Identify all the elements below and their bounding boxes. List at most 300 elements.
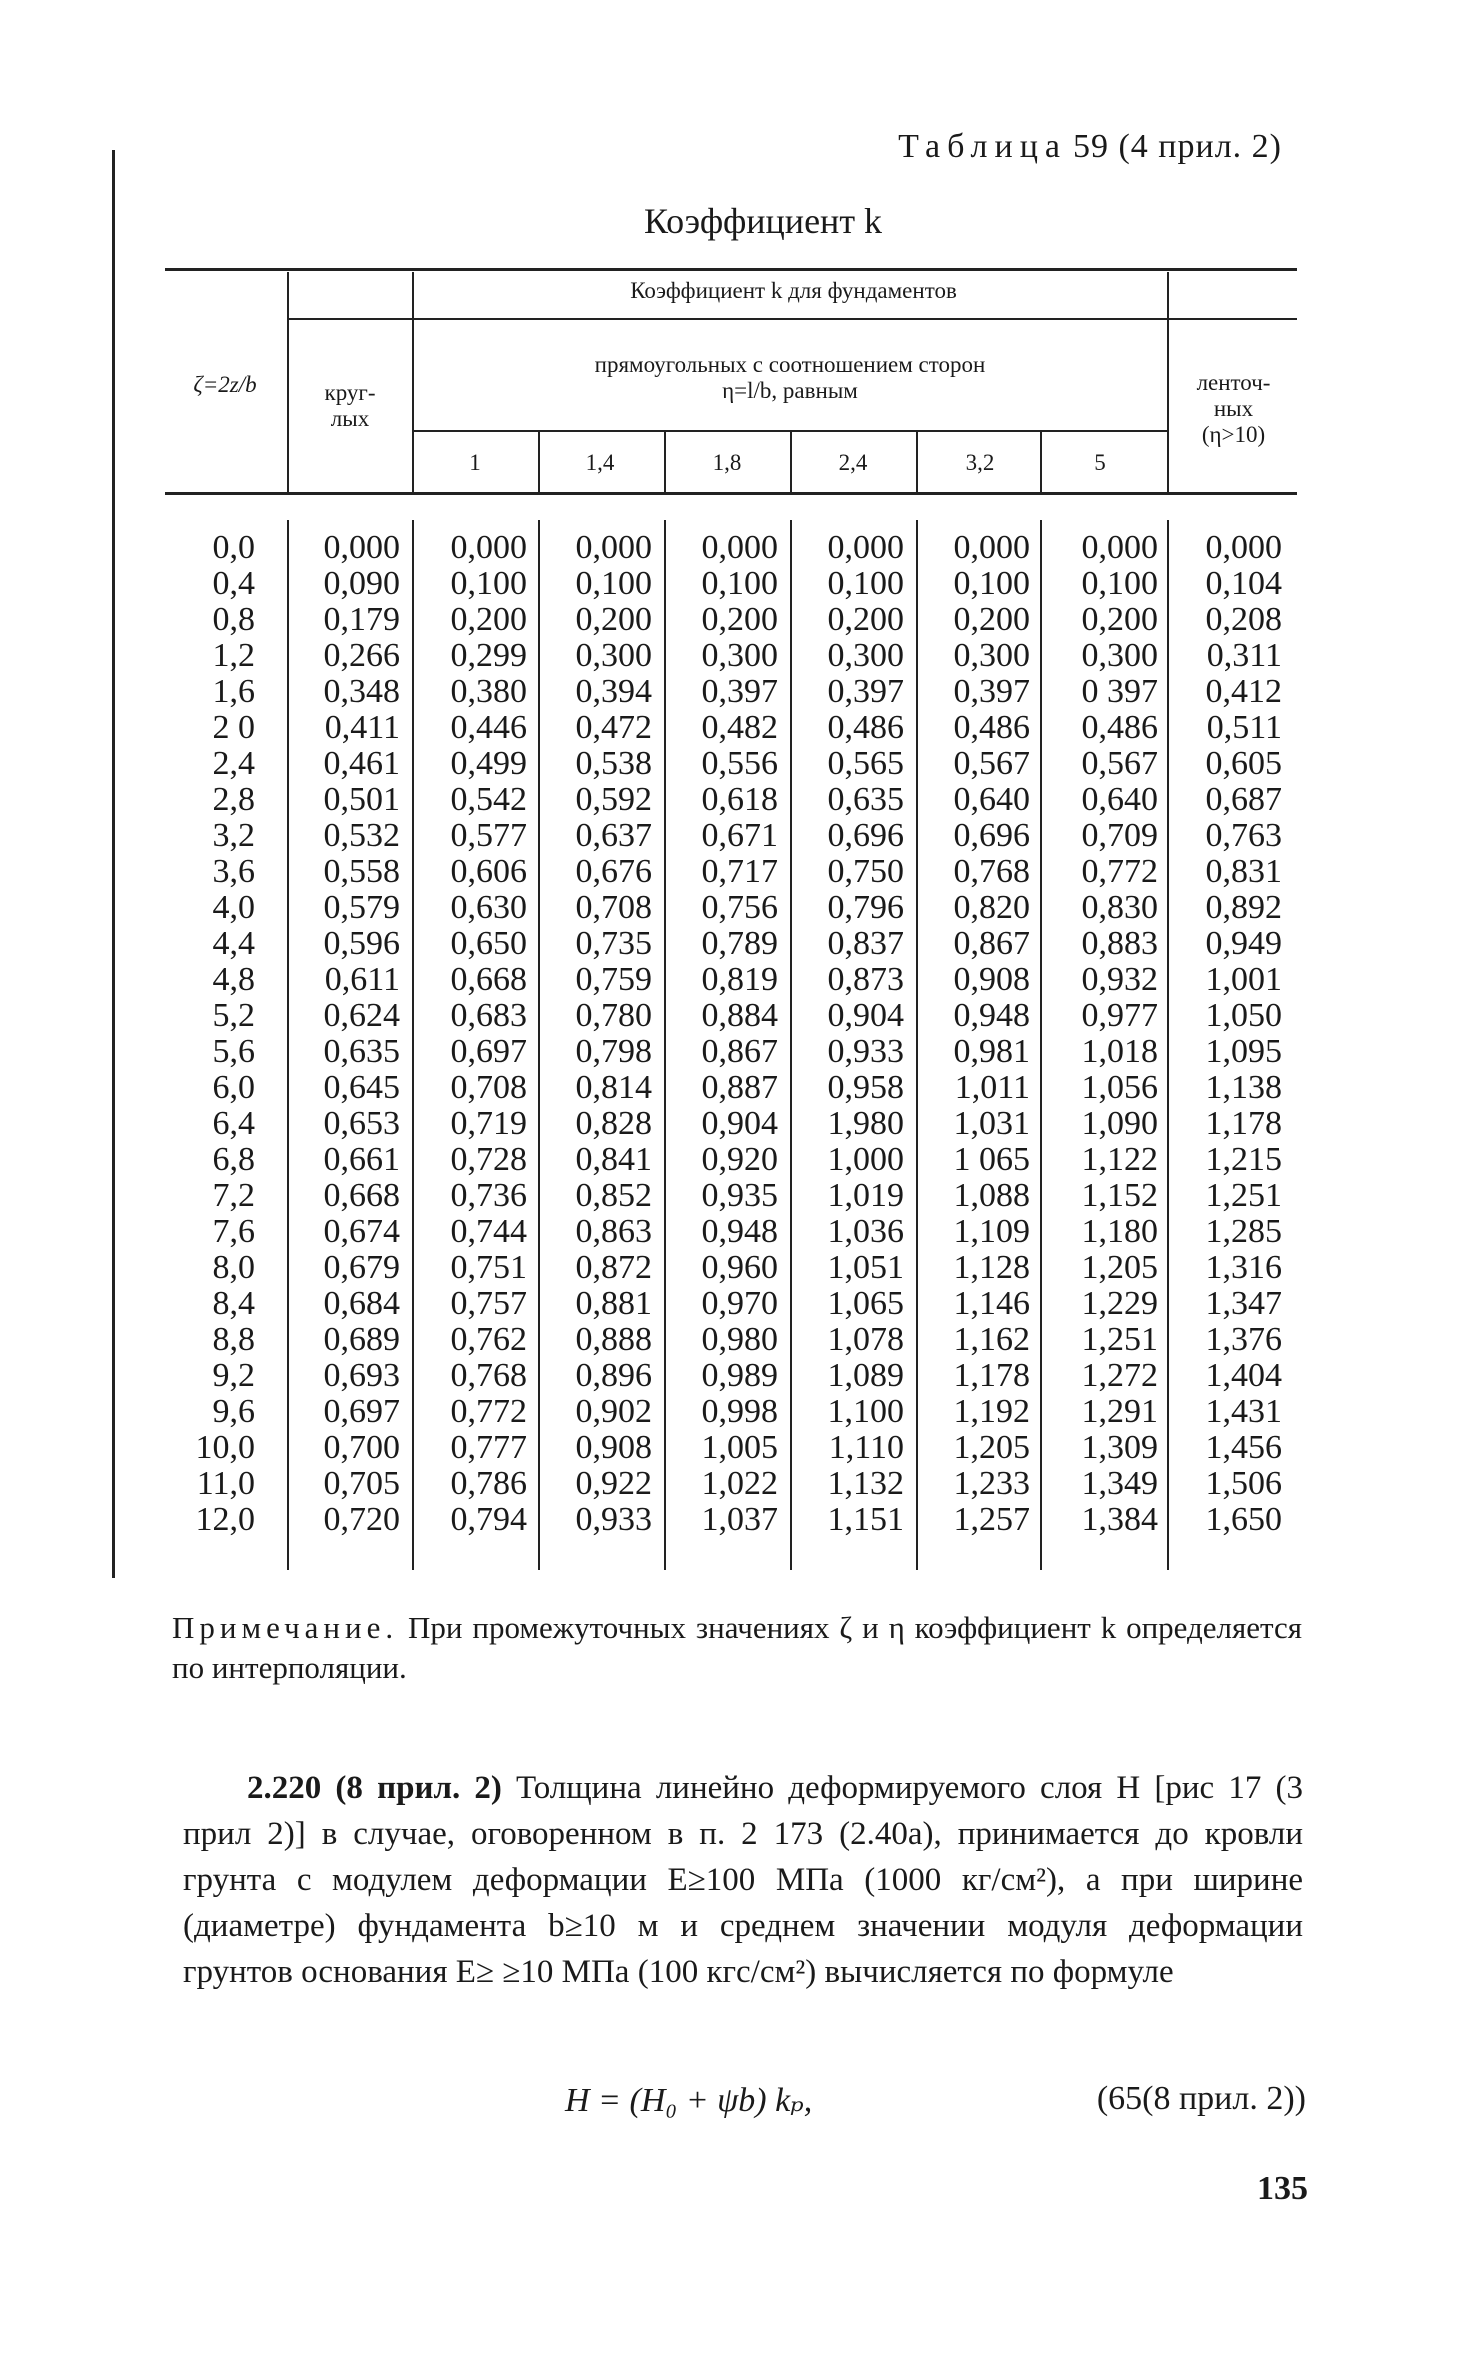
table-cell: 0,000 (575, 529, 652, 566)
table-cell: 0,777 (450, 1429, 527, 1466)
ratio-header: 1 (469, 450, 481, 475)
table-cell: 0,798 (575, 1033, 652, 1070)
table-cell: 0,446 (450, 709, 527, 746)
table-cell: 0,412 (1205, 673, 1282, 710)
round-header: круг- лых (324, 380, 376, 431)
table-cell: 6,4 (212, 1105, 255, 1142)
table-cell: 0,841 (575, 1141, 652, 1178)
value-column (451, 530, 528, 1538)
table-cell: 1,018 (1081, 1033, 1158, 1070)
table-cell: 0,883 (1081, 925, 1158, 962)
table-cell: 1,2 (212, 637, 255, 674)
table-cell: 0,397 (701, 673, 778, 710)
table-cell: 12,0 (195, 1501, 255, 1538)
table-cell: 3,6 (212, 853, 255, 890)
table-cell: 0,592 (575, 781, 652, 818)
table-cell: 1,022 (701, 1465, 778, 1502)
table-cell: 0 397 (1081, 673, 1158, 710)
table-cell: 0,980 (701, 1321, 778, 1358)
table-cell: 1,251 (1081, 1321, 1158, 1358)
table-cell: 1 065 (953, 1141, 1030, 1178)
table-cell: 0,768 (953, 853, 1030, 890)
table-cell: 0,100 (827, 565, 904, 602)
table-cell: 8,8 (212, 1321, 255, 1358)
table-cell: 3,2 (212, 817, 255, 854)
table-cell: 9,6 (212, 1393, 255, 1430)
table-cell: 0,736 (450, 1177, 527, 1214)
table-label-ref: 59 (4 прил. 2) (1072, 128, 1282, 165)
table-cell: 0,661 (323, 1141, 400, 1178)
zeta-header: ζ=2z/b (193, 372, 257, 397)
table-cell: 0,873 (827, 961, 904, 998)
table-label (898, 128, 1282, 166)
body-column-rule (1040, 520, 1042, 1570)
table-cell: 0,867 (953, 925, 1030, 962)
table-cell: 0,763 (1205, 817, 1282, 854)
table-cell: 0,981 (953, 1033, 1030, 1070)
table-cell: 0,411 (324, 709, 400, 746)
table-cell: 0,000 (1205, 529, 1282, 566)
table-cell: 0,486 (827, 709, 904, 746)
table-cell: 0,935 (701, 1177, 778, 1214)
table-cell: 0,867 (701, 1033, 778, 1070)
table-cell: 1,349 (1081, 1465, 1158, 1502)
table-cell: 0,887 (701, 1069, 778, 1106)
table-cell: 0,000 (701, 529, 778, 566)
table-cell: 0,717 (701, 853, 778, 890)
table-cell: 0,397 (827, 673, 904, 710)
table-cell: 0,960 (701, 1249, 778, 1286)
table-cell: 0,780 (575, 997, 652, 1034)
table-cell: 7,2 (212, 1177, 255, 1214)
table-cell: 0,888 (575, 1321, 652, 1358)
table-cell: 1,036 (827, 1213, 904, 1250)
header-column-rule (287, 272, 289, 494)
table-cell: 0,472 (575, 709, 652, 746)
table-cell: 0,831 (1205, 853, 1282, 890)
table-cell: 0,000 (827, 529, 904, 566)
table-cell: 0,000 (1081, 529, 1158, 566)
table-cell: 1,138 (1205, 1069, 1282, 1106)
table-cell: 1,376 (1205, 1321, 1282, 1358)
zeta-column (196, 530, 256, 1538)
table-cell: 1,001 (1205, 961, 1282, 998)
table-cell: 0,998 (701, 1393, 778, 1430)
table-cell: 1,272 (1081, 1357, 1158, 1394)
table-cell: 0,348 (323, 673, 400, 710)
table-cell: 0,762 (450, 1321, 527, 1358)
value-column (1206, 530, 1283, 1538)
table-cell: 0,948 (953, 997, 1030, 1034)
table-cell: 7,6 (212, 1213, 255, 1250)
table-cell: 0,744 (450, 1213, 527, 1250)
table-cell: 0,820 (953, 889, 1030, 926)
table-cell: 1,404 (1205, 1357, 1282, 1394)
table-cell: 0,814 (575, 1069, 652, 1106)
table-cell: 0,266 (323, 637, 400, 674)
table-cell: 0,653 (323, 1105, 400, 1142)
table-cell: 1,151 (827, 1501, 904, 1538)
note-text: При промежуточных значениях ζ и η коэффициент k определяется по интерполяции. (172, 1610, 1302, 1685)
table-cell: 0,863 (575, 1213, 652, 1250)
table-cell: 0,486 (1081, 709, 1158, 746)
table-cell: 0,090 (323, 565, 400, 602)
table-cell: 1,095 (1205, 1033, 1282, 1070)
table-cell: 0,720 (323, 1501, 400, 1538)
table-cell: 8,4 (212, 1285, 255, 1322)
table-cell: 0,300 (827, 637, 904, 674)
table-cell: 0,679 (323, 1249, 400, 1286)
table-cell: 0,0 (212, 529, 255, 566)
table-cell: 0,948 (701, 1213, 778, 1250)
table-cell: 0,920 (701, 1141, 778, 1178)
body-column-rule (287, 520, 289, 1570)
table-cell: 0,300 (575, 637, 652, 674)
table-cell: 0,637 (575, 817, 652, 854)
table-cell: 0,989 (701, 1357, 778, 1394)
table-cell: 0,200 (827, 601, 904, 638)
table-cell: 1,078 (827, 1321, 904, 1358)
table-cell: 0,750 (827, 853, 904, 890)
table-cell: 0,719 (450, 1105, 527, 1142)
value-column (324, 530, 401, 1538)
ratio-header: 1,4 (585, 450, 615, 475)
table-cell: 0,933 (827, 1033, 904, 1070)
table-cell: 1,056 (1081, 1069, 1158, 1106)
table-cell: 1,431 (1205, 1393, 1282, 1430)
table-cell: 0,668 (323, 1177, 400, 1214)
table-cell: 10,0 (195, 1429, 255, 1466)
table-cell: 1,146 (953, 1285, 1030, 1322)
table-cell: 0,482 (701, 709, 778, 746)
table-cell: 0,902 (575, 1393, 652, 1430)
table-cell: 0,958 (827, 1069, 904, 1106)
paragraph-lead: 2.220 (8 прил. 2) (247, 1770, 502, 1806)
table-cell: 0,689 (323, 1321, 400, 1358)
table-title: Коэффициент k (643, 201, 883, 241)
group-header-rule (287, 318, 1297, 320)
table-cell: 1,192 (953, 1393, 1030, 1430)
table-label-word: Таблица (898, 128, 1067, 165)
ratio-header: 5 (1094, 450, 1106, 475)
formula: H = (H₀ + ψb) kₚ, (565, 2082, 813, 2119)
table-cell: 0,100 (953, 565, 1030, 602)
table-cell: 0,896 (575, 1357, 652, 1394)
table-cell: 0,676 (575, 853, 652, 890)
table-cell: 1,031 (953, 1105, 1030, 1142)
table-cell: 0,735 (575, 925, 652, 962)
table-cell: 0,511 (1206, 709, 1282, 746)
table-cell: 0,397 (953, 673, 1030, 710)
table-cell: 8,0 (212, 1249, 255, 1286)
table-cell: 0,908 (953, 961, 1030, 998)
table-cell: 0,892 (1205, 889, 1282, 926)
table-cell: 0,486 (953, 709, 1030, 746)
ratio-header: 1,8 (712, 450, 742, 475)
value-column (576, 530, 653, 1538)
table-cell: 0,700 (323, 1429, 400, 1466)
table-cell: 0,796 (827, 889, 904, 926)
value-column (702, 530, 779, 1538)
table-cell: 1,384 (1081, 1501, 1158, 1538)
table-cell: 0,605 (1205, 745, 1282, 782)
page-number: 135 (1257, 2170, 1308, 2207)
table-cell: 1,110 (828, 1429, 904, 1466)
table-cell: 0,567 (1081, 745, 1158, 782)
body-column-rule (538, 520, 540, 1570)
table-cell: 0,884 (701, 997, 778, 1034)
table-cell: 0,977 (1081, 997, 1158, 1034)
table-cell: 4,4 (212, 925, 255, 962)
table-cell: 1,037 (701, 1501, 778, 1538)
table-cell: 0,200 (450, 601, 527, 638)
table-cell: 0,394 (575, 673, 652, 710)
table-cell: 0,904 (701, 1105, 778, 1142)
table-cell: 6,8 (212, 1141, 255, 1178)
ratio-column-rule (664, 432, 666, 492)
table-cell: 0,697 (450, 1033, 527, 1070)
table-cell: 0,640 (953, 781, 1030, 818)
table-cell: 0,768 (450, 1357, 527, 1394)
table-cell: 1,980 (827, 1105, 904, 1142)
table-cell: 0,837 (827, 925, 904, 962)
table-cell: 0,300 (953, 637, 1030, 674)
table-cell: 0,687 (1205, 781, 1282, 818)
table-cell: 0,100 (450, 565, 527, 602)
rect-header: прямоугольных с соотношением сторон η=l/b, равным (594, 352, 986, 403)
table-cell: 0,932 (1081, 961, 1158, 998)
table-cell: 0,179 (323, 601, 400, 638)
table-cell: 0,300 (701, 637, 778, 674)
table-cell: 0,000 (323, 529, 400, 566)
table-cell: 0,683 (450, 997, 527, 1034)
table-cell: 9,2 (212, 1357, 255, 1394)
table-cell: 1,152 (1081, 1177, 1158, 1214)
table-cell: 0,693 (323, 1357, 400, 1394)
table-cell: 0,635 (323, 1033, 400, 1070)
table-cell: 0,819 (701, 961, 778, 998)
table-cell: 0,100 (575, 565, 652, 602)
table-cell: 1,011 (954, 1069, 1030, 1106)
table-cell: 0,645 (323, 1069, 400, 1106)
table-cell: 1,257 (953, 1501, 1030, 1538)
table-cell: 0,542 (450, 781, 527, 818)
table-cell: 1,6 (212, 673, 255, 710)
table-cell: 0,565 (827, 745, 904, 782)
table-cell: 0,000 (953, 529, 1030, 566)
table-cell: 0,852 (575, 1177, 652, 1214)
table-cell: 1,128 (953, 1249, 1030, 1286)
table-cell: 0,567 (953, 745, 1030, 782)
table-cell: 0,970 (701, 1285, 778, 1322)
body-column-rule (790, 520, 792, 1570)
table-cell: 0,300 (1081, 637, 1158, 674)
table-cell: 0,789 (701, 925, 778, 962)
table-cell: 0,786 (450, 1465, 527, 1502)
table-cell: 5,2 (212, 997, 255, 1034)
table-cell: 0,728 (450, 1141, 527, 1178)
table-cell: 0,611 (324, 961, 400, 998)
table-cell: 1,162 (953, 1321, 1030, 1358)
table-cell: 0,697 (323, 1393, 400, 1430)
table-cell: 0,756 (701, 889, 778, 926)
table-cell: 0,949 (1205, 925, 1282, 962)
table-cell: 0,751 (450, 1249, 527, 1286)
body-column-rule (664, 520, 666, 1570)
table-note (172, 1608, 1302, 1688)
body-paragraph (183, 1765, 1303, 1995)
table-cell: 5,6 (212, 1033, 255, 1070)
table-cell: 0,872 (575, 1249, 652, 1286)
table-cell: 1,347 (1205, 1285, 1282, 1322)
table-cell: 0,668 (450, 961, 527, 998)
table-cell: 0,579 (323, 889, 400, 926)
table-cell: 0,757 (450, 1285, 527, 1322)
ratio-column-rule (916, 432, 918, 492)
table-cell: 1,090 (1081, 1105, 1158, 1142)
formula-number: (65(8 прил. 2)) (1096, 2080, 1306, 2117)
table-cell: 0,708 (575, 889, 652, 926)
header-column-rule (1167, 272, 1169, 494)
table-cell: 1,291 (1081, 1393, 1158, 1430)
table-cell: 1,051 (827, 1249, 904, 1286)
body-column-rule (916, 520, 918, 1570)
ratio-column-rule (538, 432, 540, 492)
margin-rule (112, 150, 115, 1578)
table-cell: 0,640 (1081, 781, 1158, 818)
table-cell: 0,461 (323, 745, 400, 782)
table-cell: 1,285 (1205, 1213, 1282, 1250)
table-cell: 0,772 (450, 1393, 527, 1430)
table-cell: 1,180 (1081, 1213, 1158, 1250)
table-cell: 1,316 (1205, 1249, 1282, 1286)
value-column (828, 530, 905, 1538)
table-cell: 0,299 (450, 637, 527, 674)
table-cell: 11,0 (196, 1465, 255, 1502)
table-cell: 0,922 (575, 1465, 652, 1502)
table-cell: 1,205 (953, 1429, 1030, 1466)
table-cell: 0,200 (1081, 601, 1158, 638)
ratio-column-rule (1040, 432, 1042, 492)
table-cell: 1,088 (953, 1177, 1030, 1214)
table-cell: 4,8 (212, 961, 255, 998)
table-cell: 2 0 (212, 709, 255, 746)
table-cell: 0,556 (701, 745, 778, 782)
table-cell: 1,309 (1081, 1429, 1158, 1466)
table-cell: 1,122 (1081, 1141, 1158, 1178)
table-cell: 0,200 (701, 601, 778, 638)
table-cell: 1,456 (1205, 1429, 1282, 1466)
table-cell: 0,772 (1081, 853, 1158, 890)
table-cell: 0,705 (323, 1465, 400, 1502)
table-cell: 1,506 (1205, 1465, 1282, 1502)
table-cell: 0,577 (450, 817, 527, 854)
table-cell: 2,4 (212, 745, 255, 782)
table-cell: 0,606 (450, 853, 527, 890)
table-cell: 6,0 (212, 1069, 255, 1106)
table-cell: 0,100 (701, 565, 778, 602)
header-bottom-rule (165, 492, 1297, 495)
table-cell: 0,596 (323, 925, 400, 962)
header-column-rule (412, 272, 414, 494)
table-cell: 0,830 (1081, 889, 1158, 926)
table-cell: 1,650 (1205, 1501, 1282, 1538)
table-cell: 0,499 (450, 745, 527, 782)
strip-header: ленточ- ных (η>10) (1196, 370, 1271, 447)
table-cell: 1,132 (827, 1465, 904, 1502)
table-cell: 0,708 (450, 1069, 527, 1106)
table-cell: 1,089 (827, 1357, 904, 1394)
table-top-rule (165, 268, 1297, 271)
table-cell: 0,501 (323, 781, 400, 818)
table-cell: 1,005 (701, 1429, 778, 1466)
table-cell: 0,100 (1081, 565, 1158, 602)
table-cell: 0,380 (450, 673, 527, 710)
table-cell: 0,4 (212, 565, 255, 602)
table-cell: 0,674 (323, 1213, 400, 1250)
table-cell: 0,635 (827, 781, 904, 818)
table-cell: 1,215 (1205, 1141, 1282, 1178)
table-cell: 0,8 (212, 601, 255, 638)
table-cell: 0,709 (1081, 817, 1158, 854)
table-cell: 1,233 (953, 1465, 1030, 1502)
table-cell: 1,065 (827, 1285, 904, 1322)
table-cell: 0,630 (450, 889, 527, 926)
table-cell: 1,251 (1205, 1177, 1282, 1214)
table-cell: 0,208 (1205, 601, 1282, 638)
table-cell: 1,178 (953, 1357, 1030, 1394)
value-column (954, 530, 1031, 1538)
table-cell: 0,650 (450, 925, 527, 962)
table-cell: 1,100 (827, 1393, 904, 1430)
table-cell: 0,933 (575, 1501, 652, 1538)
table-cell: 0,000 (450, 529, 527, 566)
table-cell: 0,684 (323, 1285, 400, 1322)
table-cell: 0,759 (575, 961, 652, 998)
table-cell: 1,019 (827, 1177, 904, 1214)
table-cell: 0,618 (701, 781, 778, 818)
table-cell: 1,050 (1205, 997, 1282, 1034)
ratio-column-rule (790, 432, 792, 492)
table-cell: 0,538 (575, 745, 652, 782)
table-cell: 1,205 (1081, 1249, 1158, 1286)
table-cell: 0,200 (575, 601, 652, 638)
table-cell: 1,178 (1205, 1105, 1282, 1142)
table-cell: 2,8 (212, 781, 255, 818)
table-cell: 0,558 (323, 853, 400, 890)
table-cell: 0,908 (575, 1429, 652, 1466)
table-cell: 0,904 (827, 997, 904, 1034)
ratio-header: 2,4 (838, 450, 868, 475)
table-cell: 0,104 (1205, 565, 1282, 602)
table-cell: 0,828 (575, 1105, 652, 1142)
table-cell: 1,229 (1081, 1285, 1158, 1322)
table-cell: 0,532 (323, 817, 400, 854)
group-header: Коэффициент k для фундаментов (630, 278, 957, 303)
body-column-rule (412, 520, 414, 1570)
table-cell: 1,000 (827, 1141, 904, 1178)
table-cell: 1,109 (953, 1213, 1030, 1250)
note-lead: Примечание. (172, 1610, 399, 1645)
table-cell: 4,0 (212, 889, 255, 926)
table-cell: 0,624 (323, 997, 400, 1034)
table-cell: 0,200 (953, 601, 1030, 638)
paragraph-text: Толщина линейно деформируемого слоя H [рис 17 (3 прил 2)] в случае, оговоренном в п. 2 173 (2.40а), принимается до кровли грунта с модулем деформации E≥100 МПа (1000 кг/см²), а при ширине (диаметре) фундамента b≥10 м и среднем значении модуля деформации грунтов основания E≥ ≥10 МПа (100 кгс/см²) вычисляется по формуле (183, 1770, 1304, 1990)
body-column-rule (1167, 520, 1169, 1570)
table-cell: 0,794 (450, 1501, 527, 1538)
table-cell: 0,881 (575, 1285, 652, 1322)
ratio-header: 3,2 (965, 450, 995, 475)
